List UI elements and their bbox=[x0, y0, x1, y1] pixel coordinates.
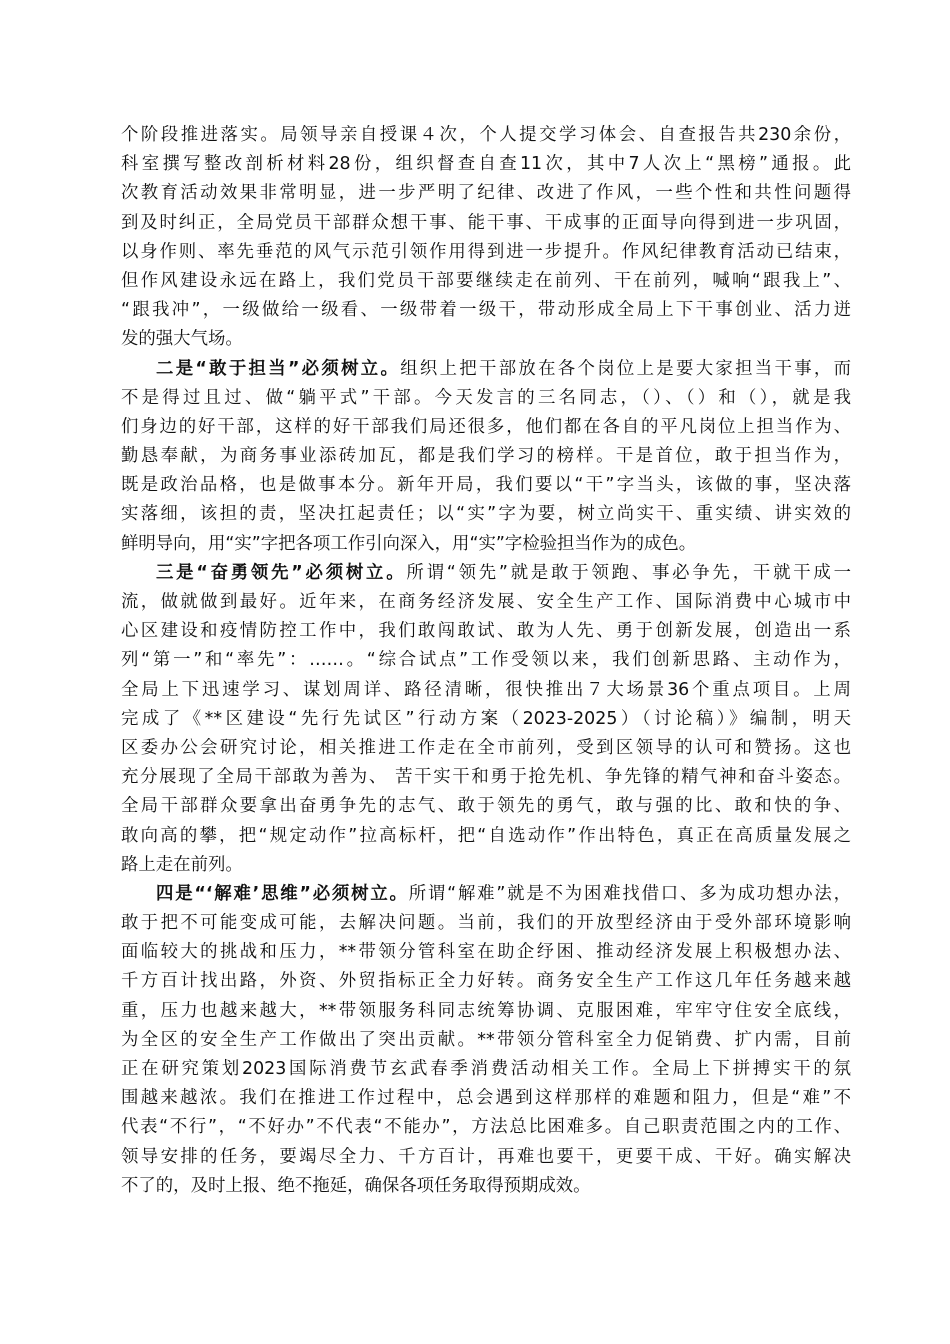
text-line: 科室撰写整改剖析材料28份，组织督查自查11次，其中7人次上“黑榜”通报。此 bbox=[121, 154, 851, 175]
paragraph-heading: 四是“‘解难’思维”必须树立。 bbox=[156, 883, 409, 904]
text-line: 们身边的好干部，这样的好干部我们局还很多，他们都在各自的平凡岗位上担当作为、 bbox=[121, 416, 851, 437]
text-line: 鲜明导向，用“实”字把各项工作引向深入，用“实”字检验担当作为的成色。 bbox=[121, 533, 697, 554]
text-line: 全局上下迅速学习、谋划周详、路径清晰，很快推出７大场景36个重点项目。上周 bbox=[121, 679, 851, 700]
text-line: 但作风建设永远在路上，我们党员干部要继续走在前列、干在前列，喊响“跟我上”、 bbox=[121, 270, 851, 291]
text-line: 发的强大气场。 bbox=[121, 329, 243, 350]
text-line: 心区建设和疫情防控工作中，我们敢闯敢试、敢为人先、勇于创新发展，创造出一系 bbox=[121, 621, 851, 642]
text-line: 敢于把不可能变成可能，去解决问题。当前，我们的开放型经济由于受外部环境影响 bbox=[121, 913, 851, 934]
paragraph-first-line bbox=[121, 559, 851, 588]
text-line: 列“第一”和“率先”：……。“综合试点”工作受领以来，我们创新思路、主动作为， bbox=[121, 650, 851, 671]
text-line: 围越来越浓。我们在推进工作过程中，总会遇到这样那样的难题和阻力，但是“难”不 bbox=[121, 1088, 851, 1109]
text-run: 组织上把干部放在各个岗位上是要大家担当干事，而 bbox=[400, 358, 851, 379]
text-line: 流，做就做到最好。近年来，在商务经济发展、安全生产工作、国际消费中心城市中 bbox=[121, 592, 851, 612]
text-line: 到及时纠正，全局党员干部群众想干事、能干事、干成事的正面导向得到进一步巩固， bbox=[121, 212, 851, 233]
text-line: 为全区的安全生产工作做出了突出贡献。**带领分管科室全力促销费、扩内需，目前 bbox=[121, 1029, 851, 1050]
text-line: 实落细，该担的责，坚决扛起责任；以“实”字为要，树立尚实干、重实绩、讲实效的 bbox=[121, 504, 851, 525]
text-line: 充分展现了全局干部敢为善为、 苦干实干和勇于抢先机、争先锋的精气神和奋斗姿态。 bbox=[121, 767, 851, 788]
text-line: 面临较大的挑战和压力，**带领分管科室在助企纾困、推动经济发展上积极想办法、 bbox=[121, 942, 851, 963]
paragraph-heading: 二是“敢于担当”必须树立。 bbox=[156, 358, 401, 379]
text-line: 千方百计找出路，外资、外贸指标正全力好转。商务安全生产工作这几年任务越来越 bbox=[121, 971, 851, 992]
text-line: 勤恳奉献，为商务事业添砖加瓦，都是我们学习的榜样。干是首位，敢于担当作为， bbox=[121, 446, 851, 467]
text-line: 不了的，及时上报、绝不拖延，确保各项任务取得预期成效。 bbox=[121, 1175, 591, 1196]
text-line: 路上走在前列。 bbox=[121, 854, 243, 875]
text-line: 代表“不行”，“不好办”不代表“不能办”，方法总比困难多。自己职责范围之内的工作、 bbox=[121, 1117, 851, 1138]
paragraph-4 bbox=[121, 880, 851, 1201]
text-line: 重，压力也越来越大，**带领服务科同志统筹协调、克服困难，牢牢守住安全底线， bbox=[121, 1000, 851, 1021]
text-run: 所谓“解难”就是不为困难找借口、多为成功想办法， bbox=[408, 883, 851, 904]
text-line: 不是得过且过、做“躺平式”干部。今天发言的三名同志，（）、（）和（），就是我 bbox=[121, 387, 851, 408]
paragraph-first-line bbox=[121, 880, 851, 909]
text-line: “跟我冲”，一级做给一级看、一级带着一级干，带动形成全局上下干事创业、活力迸 bbox=[121, 300, 851, 321]
paragraph-1 bbox=[121, 121, 851, 355]
paragraph-3 bbox=[121, 559, 851, 880]
text-line: 以身作则、率先垂范的风气示范引领作用得到进一步提升。作风纪律教育活动已结束， bbox=[121, 241, 851, 262]
text-line: 个阶段推进落实。局领导亲自授课４次，个人提交学习体会、自查报告共230余份， bbox=[121, 125, 851, 145]
text-line: 次教育活动效果非常明显，进一步严明了纪律、改进了作风，一些个性和共性问题得 bbox=[121, 183, 851, 204]
paragraph-first-line bbox=[121, 355, 851, 384]
text-line: 区委办公会研究讨论，相关推进工作走在全市前列，受到区领导的认可和赞扬。这也 bbox=[121, 737, 851, 758]
paragraph-2 bbox=[121, 355, 851, 559]
text-line: 既是政治品格，也是做事本分。新年开局，我们要以“干”字当头，该做的事，坚决落 bbox=[121, 475, 851, 496]
paragraph-heading: 三是“奋勇领先”必须树立。 bbox=[156, 562, 407, 583]
text-line: 领导安排的任务，要竭尽全力、千方百计，再难也要干，更要干成、干好。确实解决 bbox=[121, 1146, 851, 1167]
text-line: 完成了《**区建设“先行先试区”行动方案（2023-2025）（讨论稿）》编制，明天 bbox=[121, 708, 851, 729]
document-page bbox=[121, 121, 851, 1201]
text-line: 全局干部群众要拿出奋勇争先的志气、敢于领先的勇气，敢与强的比、敢和快的争、 bbox=[121, 796, 851, 817]
text-line: 正在研究策划2023国际消费节玄武春季消费活动相关工作。全局上下拼搏实干的氛 bbox=[121, 1059, 851, 1079]
text-line: 敢向高的攀，把“规定动作”拉高标杆，把“自选动作”作出特色，真正在高质量发展之 bbox=[121, 825, 851, 846]
text-run: 所谓“领先”就是敢于领跑、事必争先，干就干成一 bbox=[406, 562, 851, 583]
